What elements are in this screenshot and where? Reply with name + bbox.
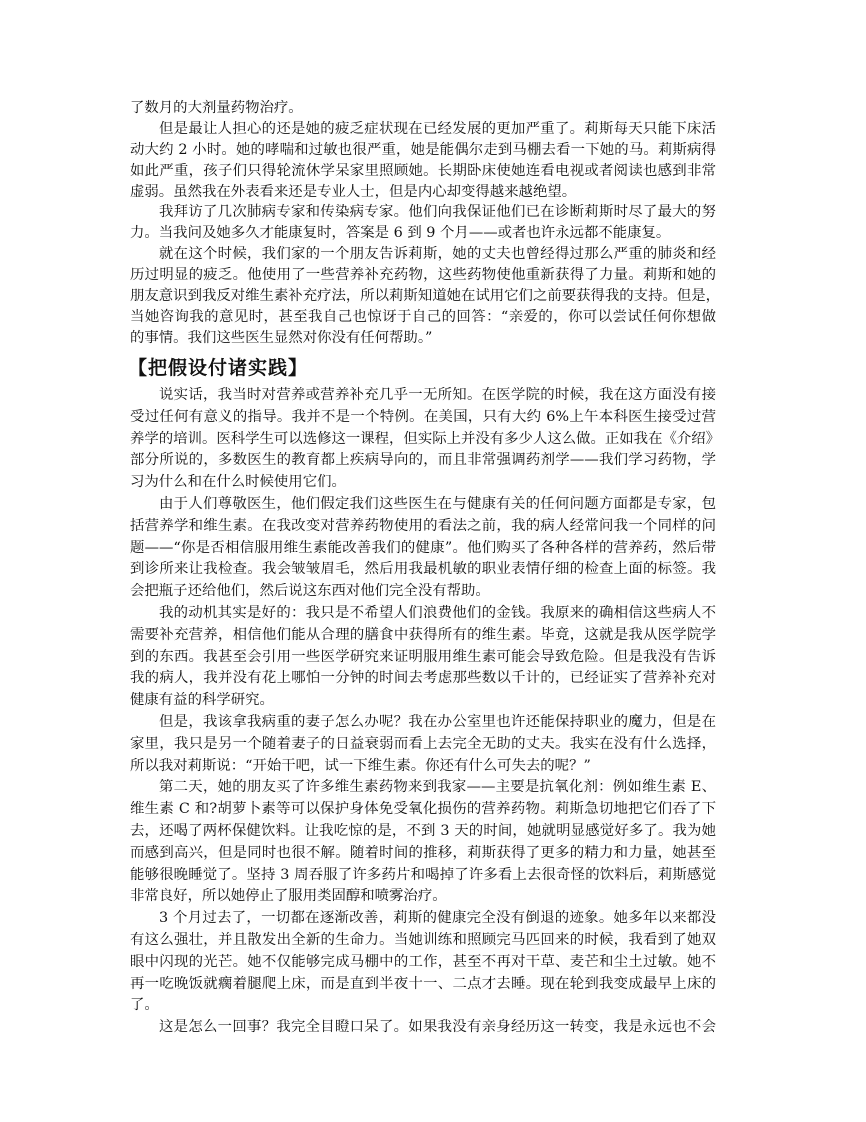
text-line: 我的病人，我并没有花上哪怕一分钟的时间去考虑那些数以千计的，已经证实了营养补充对	[130, 670, 716, 687]
text-line: 到诊所来让我检查。我会皱皱眉毛，然后用我最机敏的职业表情仔细的检查上面的标签。我	[130, 561, 716, 578]
body-section-1	[130, 98, 721, 349]
text-line: 有这么强壮，并且散发出全新的生命力。当她训练和照顾完马匹回来的时候，我看到了她双	[130, 931, 716, 948]
text-line: 健康有益的科学研究。	[130, 692, 274, 709]
text-line: 家里，我只是另一个随着妻子的日益衰弱而看上去完全无助的丈夫。我实在没有什么选择，	[130, 735, 716, 752]
text-line: 眼中闪现的光芒。她不仅能够完成马棚中的工作，甚至不再对干草、麦芒和尘土过敏。她不	[130, 953, 716, 970]
text-line: 力。当我问及她多久才能康复时，答案是 6 到 9 个月——或者也许永远都不能康复。	[130, 225, 671, 242]
text-line: 受过任何有意义的指导。我并不是一个特例。在美国，只有大约 6%上午本科医生接受过营	[130, 408, 716, 425]
text-line: 说实话，我当时对营养或营养补充几乎一无所知。在医学院的时候，我在这方面没有接	[159, 387, 716, 403]
text-line: 由于人们尊敬医生，他们假定我们这些医生在与健康有关的任何问题方面都是专家，包	[159, 495, 716, 512]
text-line: 而感到高兴，但是同时也很不解。随着时间的推移，莉斯获得了更多的精力和力量，她甚至	[130, 844, 716, 861]
text-line: 所以我对莉斯说：“开始干吧，试一下维生素。你还有什么可失去的呢？”	[130, 757, 591, 774]
text-line: 朋友意识到我反对维生素补充疗法，所以莉斯知道她在试用它们之前要获得我的支持。但是，	[130, 288, 721, 305]
text-line: 当她咨询我的意见时，甚至我自己也惊讶于自己的回答：“亲爱的，你可以尝试任何你想做	[130, 308, 716, 325]
text-line: 3 个月过去了，一切都在逐渐改善，莉斯的健康完全没有倒退的迹象。她多年以来都没	[159, 910, 716, 927]
text-line: 我的动机其实是好的：我只是不希望人们浪费他们的金钱。我原来的确相信这些病人不	[159, 604, 716, 621]
body-section-2	[130, 385, 721, 1039]
text-line: 我拜访了几次肺病专家和传染病专家。他们向我保证他们已在诊断莉斯时尽了最大的努	[159, 204, 716, 221]
text-line: 的事情。我们这些医生显然对你没有任何帮助。”	[130, 329, 433, 346]
text-line: 维生素 C 和?胡萝卜素等可以保护身体免受氧化损伤的营养药物。莉斯急切地把它们吞了下	[130, 801, 716, 818]
text-line: 非常良好，所以她停止了服用类固醇和喷雾治疗。	[130, 888, 447, 905]
text-line: 但是，我该拿我病重的妻子怎么办呢？我在办公室里也许还能保持职业的魔力，但是在	[159, 713, 716, 730]
text-line: 习为什么和在什么时候使用它们。	[130, 474, 346, 491]
text-line: 养学的培训。医科学生可以选修这一课程，但实际上并没有多少人这么做。正如我在《介绍》	[130, 430, 721, 447]
text-line: 第二天，她的朋友买了许多维生素药物来到我家——主要是抗氧化剂：例如维生素 E、	[159, 779, 716, 796]
text-line: 题——“你是否相信服用维生素能改善我们的健康”。他们购买了各种各样的营养药，然后带	[130, 539, 716, 556]
text-line: 会把瓶子还给他们，然后说这东西对他们完全没有帮助。	[130, 583, 490, 600]
section-heading: 【把假设付诸实践】	[128, 357, 309, 379]
text-line: 需要补充营养，相信他们能从合理的膳食中获得所有的维生素。毕竟，这就是我从医学院学	[130, 626, 716, 643]
text-line: 如此严重，孩子们只得轮流休学呆家里照顾她。长期卧床使她连看电视或者阅读也感到非常	[130, 162, 716, 179]
text-line: 能够很晚睡觉了。坚持 3 周吞服了许多药片和喝掉了许多看上去很奇怪的饮料后，莉斯感觉	[130, 866, 716, 883]
text-line: 了数月的大剂量药物治疗。	[130, 100, 303, 116]
text-line: 括营养学和维生素。在我改变对营养药物使用的看法之前，我的病人经常问我一个同样的问	[130, 517, 716, 534]
text-line: 这是怎么一回事？我完全目瞪口呆了。如果我没有亲身经历这一转变，我是永远也不会	[159, 1019, 716, 1036]
text-line: 就在这个时候，我们家的一个朋友告诉莉斯，她的丈夫也曾经得过那么严重的肺炎和经	[159, 246, 716, 263]
text-line: 到的东西。我甚至会引用一些医学研究来证明服用维生素可能会导致危险。但是我没有告诉	[130, 648, 716, 665]
text-line: 去，还喝了两杯保健饮料。让我吃惊的是，不到 3 天的时间，她就明显感觉好多了。我为她	[130, 822, 716, 839]
text-line: 但是最让人担心的还是她的疲乏症状现在已经发展的更加严重了。莉斯每天只能下床活	[159, 120, 716, 137]
text-line: 虚弱。虽然我在外表看来还是专业人士，但是内心却变得越来越绝望。	[130, 183, 577, 200]
text-line: 历过明显的疲乏。他使用了一些营养补充药物，这些药物使他重新获得了力量。莉斯和她的	[130, 267, 716, 284]
text-line: 部分所说的，多数医生的教育都上疾病导向的，而且非常强调药剂学——我们学习药物，学	[130, 452, 716, 469]
text-line: 动大约 2 小时。她的哮喘和过敏也很严重，她是能偶尔走到马棚去看一下她的马。莉斯病得	[130, 141, 716, 158]
text-line: 了。	[130, 997, 159, 1014]
text-line: 再一吃晚饭就瘸着腿爬上床，而是直到半夜十一、二点才去睡。现在轮到我变成最早上床的	[130, 975, 716, 992]
